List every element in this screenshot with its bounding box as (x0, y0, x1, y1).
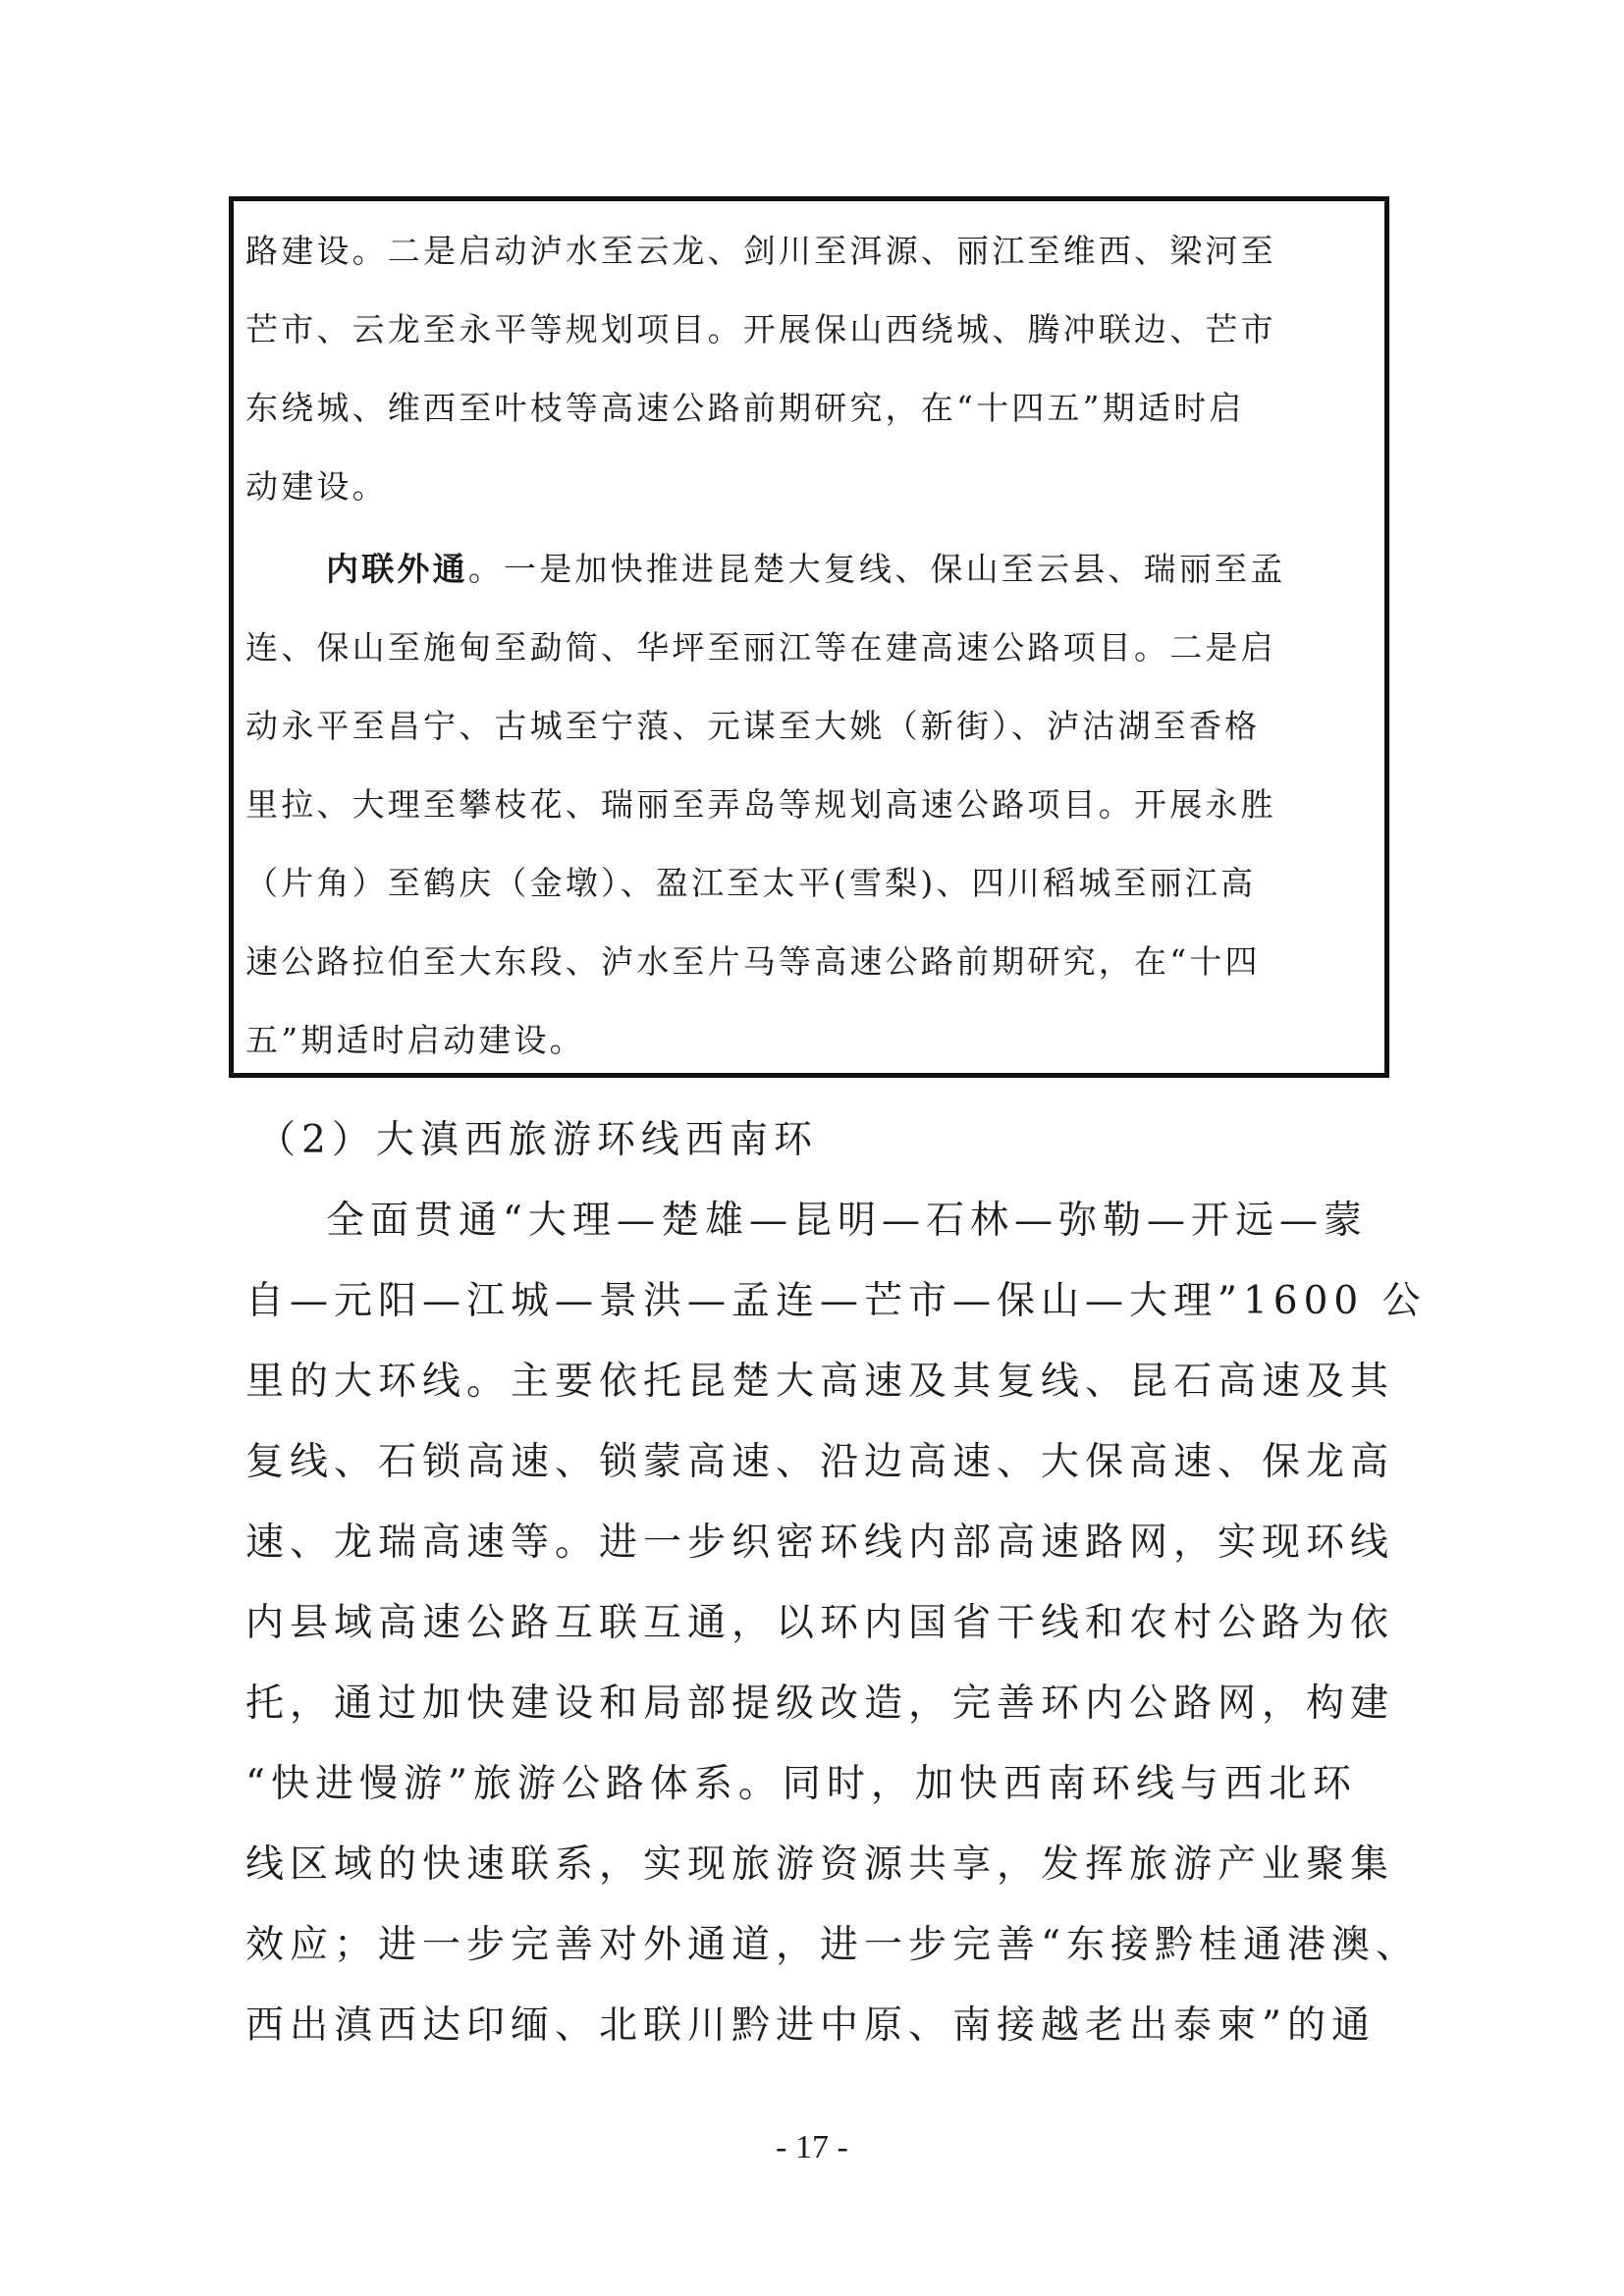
main-line-11: 西出滇西达印缅、北联川黔进中原、南接越老出泰柬”的通 (245, 2003, 1376, 2048)
page-number: - 17 - (776, 2129, 848, 2165)
box-p2-line-1 (326, 550, 1285, 589)
box-p2-line-4: 里拉、大理至攀枝花、瑞丽至弄岛等规划高速公路项目。开展永胜 (245, 785, 1276, 824)
main-line-2: 自—元阳—江城—景洪—孟连—芒市—保山—大理”1600 公 (245, 1279, 1427, 1323)
box-p2-line-5: （片角）至鹤庆（金墩）、盈江至太平(雪梨)、四川稻城至丽江高 (245, 864, 1257, 902)
main-line-8: “快进慢游”旅游公路体系。同时，加快西南环线与西北环 (245, 1762, 1357, 1806)
box-p1-line-1: 路建设。二是启动泸水至云龙、剑川至洱源、丽江至维西、梁河至 (245, 232, 1276, 270)
box-p2-line-7: 五”期适时启动建设。 (245, 1021, 585, 1059)
main-line-4: 复线、石锁高速、锁蒙高速、沿边高速、大保高速、保龙高 (245, 1440, 1395, 1484)
box-p2-line-1-text: 。一是加快推进昆楚大复线、保山至云县、瑞丽至孟 (467, 550, 1286, 588)
box-p2-line-2: 连、保山至施甸至勐简、华坪至丽江等在建高速公路项目。二是启 (245, 628, 1276, 667)
main-line-7: 托，通过加快建设和局部提级改造，完善环内公路网，构建 (245, 1682, 1395, 1726)
main-line-5: 速、龙瑞高速等。进一步织密环线内部高速路网，实现环线 (245, 1521, 1395, 1565)
main-line-6: 内县域高速公路互联互通，以环内国省干线和农村公路为依 (245, 1601, 1395, 1645)
section-heading: （2）大滇西旅游环线西南环 (257, 1118, 818, 1162)
main-line-10: 效应；进一步完善对外通道，进一步完善“东接黔桂通港澳、 (245, 1923, 1420, 1967)
main-line-3: 里的大环线。主要依托昆楚大高速及其复线、昆石高速及其 (245, 1360, 1395, 1404)
main-line-1: 全面贯通“大理—楚雄—昆明—石林—弥勒—开远—蒙 (326, 1199, 1368, 1243)
main-line-9: 线区域的快速联系，实现旅游资源共享，发挥旅游产业聚集 (245, 1842, 1395, 1887)
box-p1-line-4: 动建设。 (245, 467, 388, 506)
box-p1-line-3: 东绕城、维西至叶枝等高速公路前期研究，在“十四五”期适时启 (245, 389, 1245, 427)
box-p2-line-6: 速公路拉伯至大东段、泸水至片马等高速公路前期研究，在“十四 (245, 942, 1261, 981)
box-p2-heading: 内联外通 (326, 550, 468, 588)
box-p1-line-2: 芒市、云龙至永平等规划项目。开展保山西绕城、腾冲联边、芒市 (245, 310, 1276, 348)
box-p2-line-3: 动永平至昌宁、古城至宁蒗、元谋至大姚（新街）、泸沽湖至香格 (245, 707, 1261, 745)
